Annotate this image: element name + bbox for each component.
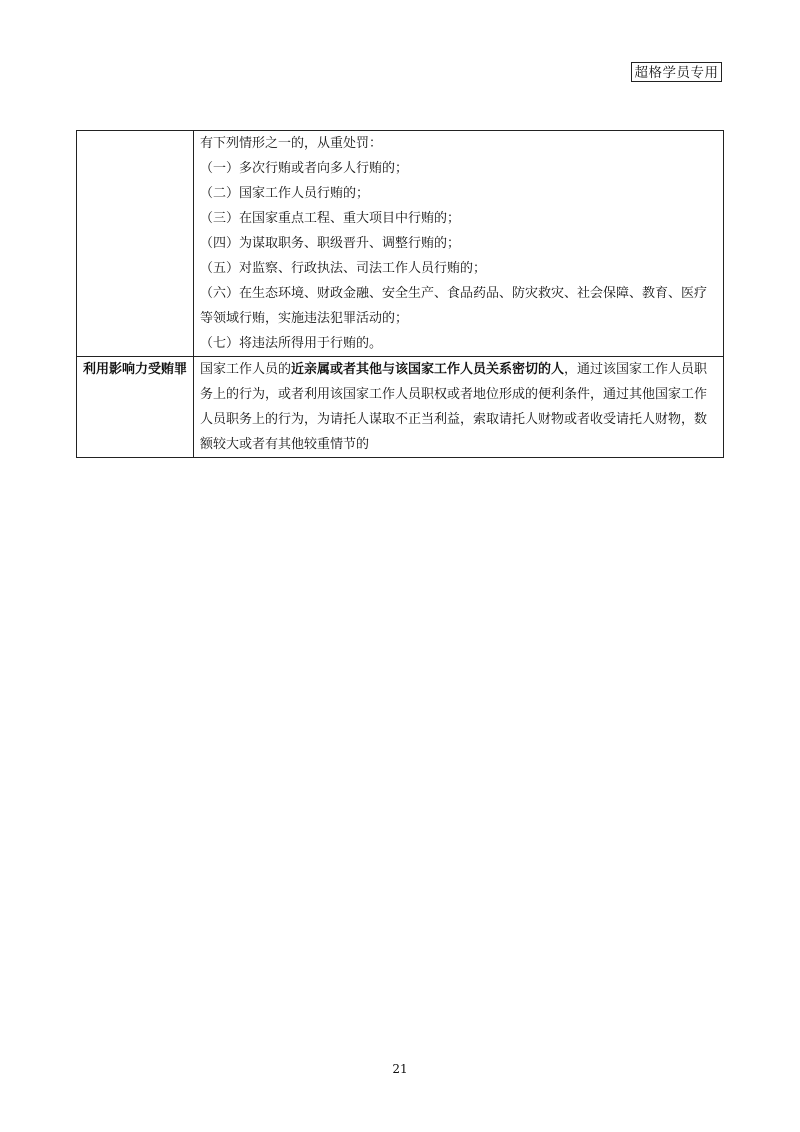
table-row — [77, 131, 724, 357]
header-badge: 超格学员专用 — [631, 62, 722, 82]
crime-name-cell: 利用影响力受贿罪 — [77, 357, 194, 458]
clause-line: （四）为谋取职务、职级晋升、调整行贿的； — [200, 236, 461, 251]
page-number: 21 — [392, 1062, 408, 1076]
definition-text: 国家工作人员的 — [200, 362, 292, 377]
clause-line: （六）在生态环境、财政金融、安全生产、食品药品、防灾救灾、社会保障、教育、医疗等领域行贿，实施违法犯罪活动的； — [200, 286, 708, 326]
crime-definition-cell — [194, 357, 724, 458]
clause-line: （一）多次行贿或者向多人行贿的； — [200, 161, 409, 176]
clause-line: （二）国家工作人员行贿的； — [200, 186, 370, 201]
clause-line: （三）在国家重点工程、重大项目中行贿的； — [200, 211, 461, 226]
definition-emphasis: 近亲属或者其他与该国家工作人员关系密切的人 — [291, 362, 565, 377]
clause-line: （七）将违法所得用于行贿的。 — [200, 336, 383, 351]
clause-line: （五）对监察、行政执法、司法工作人员行贿的； — [200, 261, 487, 276]
aggravating-circumstances-cell — [194, 131, 724, 357]
law-table — [76, 130, 724, 458]
definition-text: ，通过该国家工作人员职务上的行为，或者利用该国家工作人员职权或者地位形成的便利条件，通过其他国家工作人员职务上的行为，为请托人谋取不正当利益，索取请托人财物或者收受请托人财物，数额较大或者有其他较重情节的 — [200, 362, 708, 452]
clause-line: 有下列情形之一的，从重处罚： — [200, 136, 383, 151]
crime-name-cell — [77, 131, 194, 357]
table-row — [77, 357, 724, 458]
